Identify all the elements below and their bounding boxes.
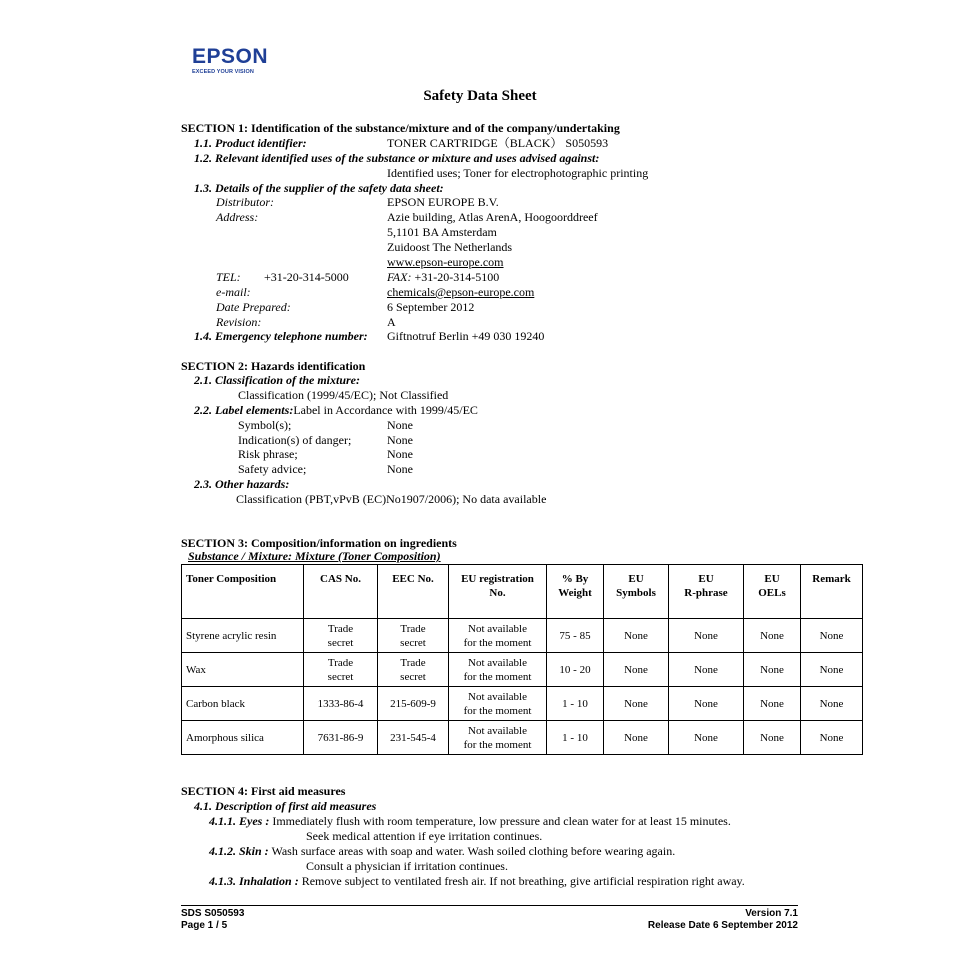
symbols-label: Symbol(s); (238, 418, 292, 432)
table-cell-text: Not available (468, 622, 527, 635)
email-label: e-mail: (216, 285, 251, 299)
address-line-2: 5,1101 BA Amsterdam (387, 225, 497, 239)
column-header-text: % By (561, 573, 589, 585)
classification-value: Classification (1999/45/EC); Not Classified (238, 388, 449, 402)
website-link[interactable]: www.epson-europe.com (387, 255, 504, 269)
table-cell-text: Not available (468, 690, 527, 703)
table-cell (547, 619, 604, 653)
table-cell (378, 687, 449, 721)
fax-label: FAX: (387, 270, 412, 284)
fax-value: +31-20-314-5100 (414, 270, 500, 284)
footer-release-date: Release Date 6 September 2012 (647, 920, 798, 931)
danger-value: None (387, 433, 413, 447)
table-cell-text: None (760, 697, 784, 710)
table-cell-text: 10 - 20 (559, 663, 591, 676)
table-cell (449, 687, 547, 721)
address-line-1: Azie building, Atlas ArenA, Hoogoorddreef (387, 210, 598, 224)
identified-uses-label: 1.2. Relevant identified uses of the substance or mixture and uses advised against: (194, 151, 600, 165)
table-row (182, 653, 863, 687)
eyes-text-2: Seek medical attention if eye irritation continues. (306, 829, 543, 843)
safety-advice-label: Safety advice; (238, 462, 307, 476)
table-cell-text: None (624, 629, 648, 642)
table-cell-text: 7631-86-9 (317, 731, 364, 744)
eyes-line (209, 814, 731, 829)
tel-label: TEL: (216, 270, 241, 284)
table-cell-text: None (819, 663, 844, 676)
section4-heading: SECTION 4: First aid measures (181, 784, 346, 798)
table-cell-text: Styrene acrylic resin (186, 629, 277, 642)
table-cell (449, 653, 547, 687)
table-cell-text: 75 - 85 (559, 629, 591, 642)
table-cell (449, 721, 547, 755)
table-cell (744, 687, 801, 721)
column-header-text: CAS No. (320, 573, 361, 585)
section3-subheading: Substance / Mixture: Mixture (Toner Composition) (188, 549, 441, 563)
inhalation-text-1: Remove subject to ventilated fresh air. If not breathing, give artificial respiration right away. (301, 874, 745, 888)
column-header-text: Remark (812, 573, 851, 585)
table-cell-text: secret (327, 670, 354, 683)
table-cell-text: None (694, 731, 718, 744)
table-cell-text: for the moment (463, 670, 532, 683)
footer-version: Version 7.1 (745, 908, 798, 919)
table-cell (182, 619, 304, 653)
table-cell (378, 653, 449, 687)
table-cell (547, 721, 604, 755)
table-cell-text: secret (327, 636, 354, 649)
supplier-details-label: 1.3. Details of the supplier of the safety data sheet: (194, 181, 444, 195)
column-header-text: R-phrase (684, 587, 728, 599)
inhalation-line (209, 874, 745, 889)
table-cell-text: 231-545-4 (390, 731, 436, 744)
label-elements-value: Label in Accordance with 1999/45/EC (293, 403, 478, 417)
table-cell (801, 687, 863, 721)
column-header-text: EEC No. (392, 573, 434, 585)
emergency-phone-value: Giftnotruf Berlin +49 030 19240 (387, 329, 545, 343)
column-header-text: Symbols (616, 587, 656, 599)
table-cell (449, 619, 547, 653)
table-cell (801, 721, 863, 755)
column-header-text: EU (764, 573, 780, 585)
table-cell (182, 653, 304, 687)
table-cell-text: None (760, 731, 784, 744)
distributor-value: EPSON EUROPE B.V. (387, 195, 499, 209)
table-cell (669, 687, 744, 721)
section2-heading: SECTION 2: Hazards identification (181, 359, 366, 373)
product-identifier-value: TONER CARTRIDGE（BLACK） S050593 (387, 136, 609, 150)
column-header-text: Weight (558, 587, 592, 599)
table-cell-text: None (694, 629, 718, 642)
column-header (182, 565, 304, 619)
logo-tagline: EXCEED YOUR VISION (192, 69, 254, 75)
first-aid-description-label: 4.1. Description of first aid measures (194, 799, 377, 813)
other-hazards-label: 2.3. Other hazards: (194, 477, 290, 491)
composition-table-header (182, 565, 863, 619)
column-header-text: EU (698, 573, 714, 585)
footer-sds-number: SDS S050593 (181, 908, 245, 919)
section1-heading: SECTION 1: Identification of the substance/mixture and of the company/undertaking (181, 121, 620, 135)
safety-advice-value: None (387, 462, 413, 476)
table-cell (304, 721, 378, 755)
table-cell-text: None (694, 697, 718, 710)
table-cell-text: for the moment (463, 704, 532, 717)
date-prepared-label: Date Prepared: (216, 300, 291, 314)
table-cell-text: Wax (186, 663, 206, 676)
table-cell-text: None (760, 663, 784, 676)
table-cell-text: Trade (327, 656, 354, 669)
table-cell (547, 687, 604, 721)
column-header (449, 565, 547, 619)
table-cell-text: Trade (400, 622, 426, 635)
section3-heading: SECTION 3: Composition/information on ingredients (181, 536, 457, 550)
table-cell-text: None (624, 697, 648, 710)
risk-phrase-label: Risk phrase; (238, 447, 298, 461)
table-cell (378, 721, 449, 755)
table-cell-text: for the moment (463, 738, 532, 751)
table-cell (304, 653, 378, 687)
table-cell-text: Not available (468, 656, 527, 669)
inhalation-label: 4.1.3. Inhalation : (209, 874, 299, 888)
eyes-text-1: Immediately flush with room temperature, low pressure and clean water for at least 15 minutes. (272, 814, 731, 828)
table-cell (669, 721, 744, 755)
column-header (604, 565, 669, 619)
email-link[interactable]: chemicals@epson-europe.com (387, 285, 535, 299)
table-cell (669, 653, 744, 687)
symbols-value: None (387, 418, 413, 432)
table-cell-text: Amorphous silica (186, 731, 264, 744)
table-cell-text: for the moment (463, 636, 532, 649)
column-header-text: EU registration (461, 573, 534, 585)
revision-value: A (387, 315, 396, 329)
column-header-text: No. (489, 587, 506, 599)
table-cell-text: None (624, 731, 648, 744)
table-cell-text: Trade (400, 656, 426, 669)
table-cell-text: 1 - 10 (562, 697, 588, 710)
table-cell-text: Not available (468, 724, 527, 737)
fax-line (387, 270, 499, 285)
table-cell (304, 687, 378, 721)
column-header-text: EU (628, 573, 644, 585)
skin-line (209, 844, 675, 859)
table-cell-text: 215-609-9 (390, 697, 436, 710)
footer-divider (181, 905, 798, 906)
skin-text-1: Wash surface areas with soap and water. Wash soiled clothing before wearing again. (271, 844, 676, 858)
classification-label: 2.1. Classification of the mixture: (194, 373, 361, 387)
column-header (801, 565, 863, 619)
table-row (182, 721, 863, 755)
table-row (182, 619, 863, 653)
column-header (547, 565, 604, 619)
column-header (304, 565, 378, 619)
table-cell-text: None (694, 663, 718, 676)
table-cell (604, 687, 669, 721)
table-cell (304, 619, 378, 653)
danger-label: Indication(s) of danger; (238, 433, 352, 447)
table-cell-text: None (760, 629, 784, 642)
label-elements-label: 2.2. Label elements: (194, 403, 294, 417)
table-cell (744, 721, 801, 755)
skin-text-2: Consult a physician if irritation continues. (306, 859, 508, 873)
table-cell (801, 653, 863, 687)
composition-table (181, 564, 863, 755)
table-cell-text: 1 - 10 (562, 731, 588, 744)
table-cell (604, 653, 669, 687)
date-prepared-value: 6 September 2012 (387, 300, 475, 314)
table-cell-text: None (819, 629, 844, 642)
table-cell-text: None (819, 731, 844, 744)
table-cell (378, 619, 449, 653)
column-header (744, 565, 801, 619)
footer-page-number: Page 1 / 5 (181, 920, 228, 931)
distributor-label: Distributor: (216, 195, 275, 209)
composition-table-body (182, 619, 863, 755)
table-cell-text: secret (400, 636, 426, 649)
eyes-label: 4.1.1. Eyes : (209, 814, 270, 828)
label-elements-line (194, 403, 478, 418)
column-header (378, 565, 449, 619)
table-cell (604, 721, 669, 755)
table-cell (744, 653, 801, 687)
epson-logo (192, 46, 268, 76)
logo-wordmark: EPSON (192, 45, 269, 68)
other-hazards-value: Classification (PBT,vPvB (EC)No1907/2006); No data available (236, 492, 547, 506)
document-title: Safety Data Sheet (423, 88, 537, 104)
table-cell (182, 687, 304, 721)
table-cell-text: None (819, 697, 844, 710)
address-line-3: Zuidoost The Netherlands (387, 240, 513, 254)
tel-value: +31-20-314-5000 (264, 270, 349, 284)
product-identifier-label: 1.1. Product identifier: (194, 136, 307, 150)
emergency-phone-label: 1.4. Emergency telephone number: (194, 329, 368, 343)
table-cell (604, 619, 669, 653)
table-cell (801, 619, 863, 653)
table-cell (669, 619, 744, 653)
table-row (182, 687, 863, 721)
table-cell-text: Trade (327, 622, 354, 635)
column-header-text: Toner Composition (186, 573, 277, 585)
address-label: Address: (216, 210, 259, 224)
identified-uses-value: Identified uses; Toner for electrophotographic printing (387, 166, 649, 180)
column-header (669, 565, 744, 619)
table-cell-text: None (624, 663, 648, 676)
table-cell (547, 653, 604, 687)
skin-label: 4.1.2. Skin : (209, 844, 269, 858)
column-header-text: OELs (758, 587, 786, 599)
risk-phrase-value: None (387, 447, 413, 461)
table-cell (182, 721, 304, 755)
table-cell-text: secret (400, 670, 426, 683)
table-cell (744, 619, 801, 653)
revision-label: Revision: (216, 315, 262, 329)
table-cell-text: 1333-86-4 (317, 697, 364, 710)
table-cell-text: Carbon black (186, 697, 245, 710)
